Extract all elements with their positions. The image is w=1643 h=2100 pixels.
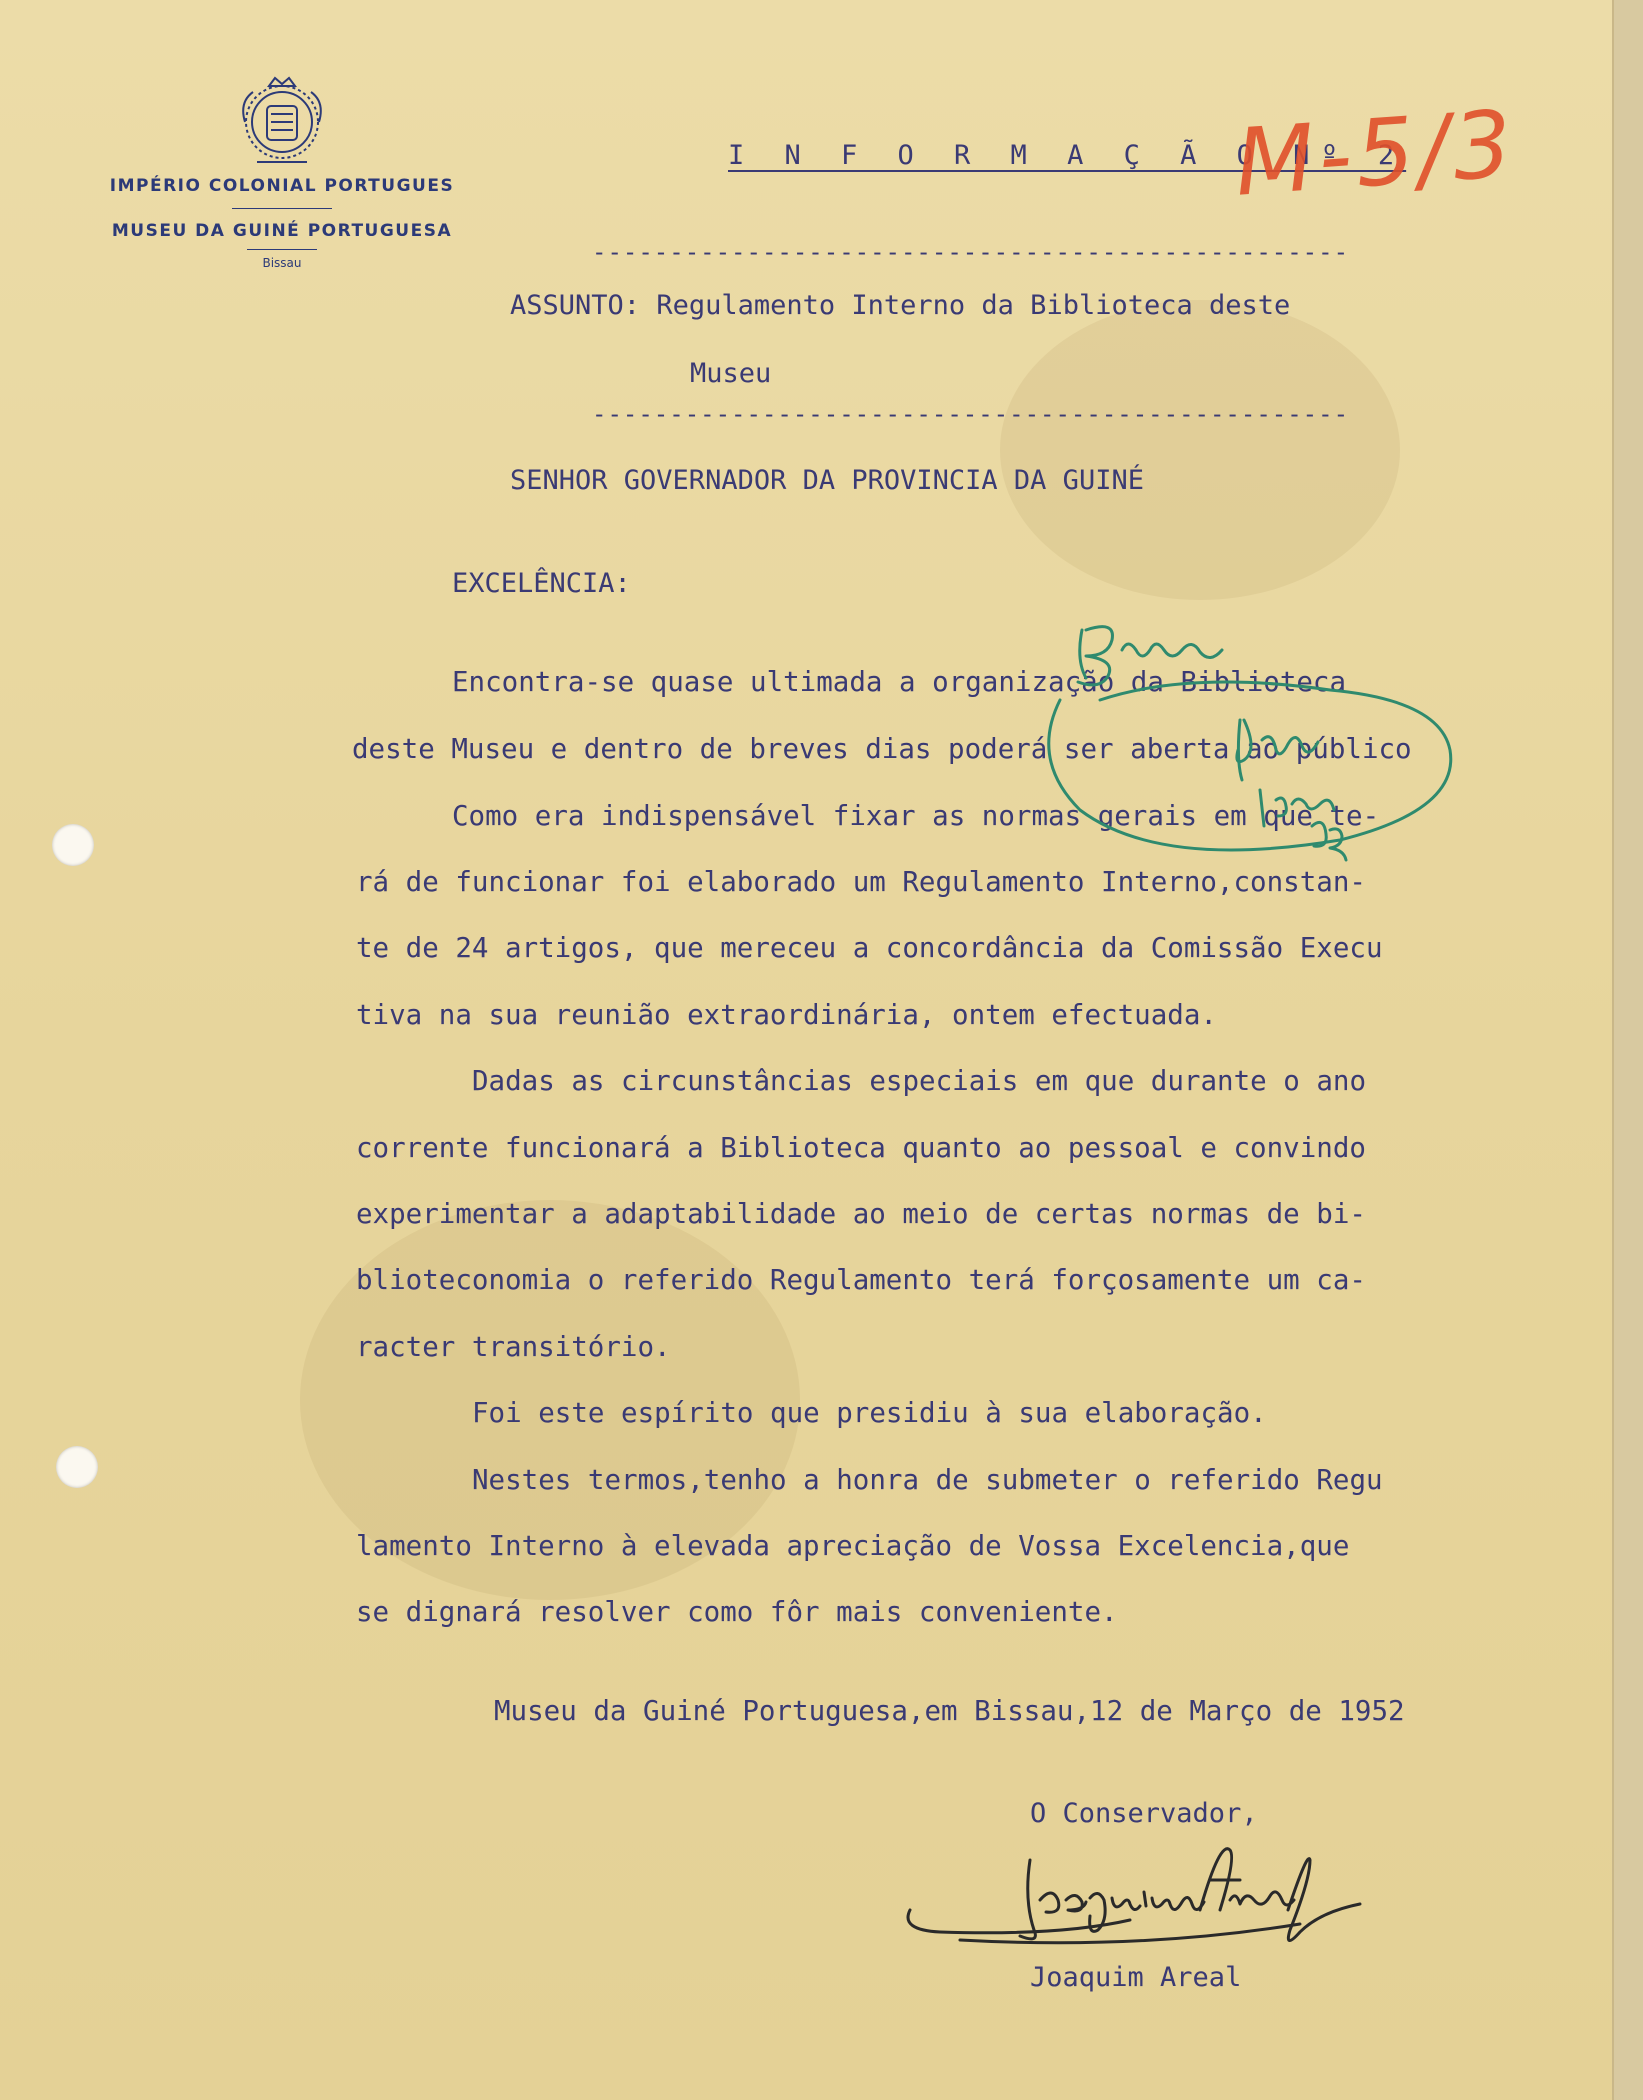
body-line: racter transitório. — [356, 1331, 671, 1363]
letterhead-city: Bissau — [262, 256, 302, 270]
body-line: deste Museu e dentro de breves dias poderá ser aberta ao público — [352, 733, 1412, 765]
subject-line — [510, 290, 1290, 321]
subject-line-2: Museu — [690, 358, 772, 389]
body-line: Foi este espírito que presidiu à sua elaboração. — [472, 1397, 1267, 1429]
punch-hole-bottom — [56, 1446, 98, 1488]
letterhead-empire: IMPÉRIO COLONIAL PORTUGUES — [109, 176, 455, 196]
body-line: corrente funcionará a Biblioteca quanto ao pessoal e convindo — [356, 1132, 1366, 1164]
archive-reference — [1231, 80, 1535, 220]
body-line: Encontra-se quase ultimada a organização da Biblioteca — [452, 666, 1347, 698]
addressee: SENHOR GOVERNADOR DA PROVINCIA DA GUINÉ — [510, 465, 1144, 496]
signatory-name: Joaquim Areal — [1030, 1962, 1242, 1993]
body-line: lamento Interno à elevada apreciação de Vossa Excelencia,que — [356, 1530, 1350, 1562]
body-line: Dadas as circunstâncias especiais em que durante o ano — [472, 1065, 1367, 1097]
document-title: I N F O R M A Ç Ã O Nº 2 — [728, 140, 1407, 171]
separator-top: ------------------------------------------------- — [592, 238, 1350, 266]
approval-annotation — [1030, 590, 1510, 870]
subject-label: ASSUNTO: — [510, 290, 641, 321]
body-line: blioteconomia o referido Regulamento terá forçosamente um ca- — [356, 1264, 1366, 1296]
letterhead — [62, 70, 502, 270]
handwritten-signature — [900, 1840, 1460, 1960]
letterhead-divider-2 — [247, 249, 317, 250]
body-line: experimentar a adaptabilidade ao meio de certas normas de bi- — [356, 1198, 1366, 1230]
coat-of-arms-icon — [227, 70, 337, 170]
body-line: Nestes termos,tenho a honra de submeter o referido Regu — [472, 1464, 1383, 1496]
archive-reference-text: M-5/3 — [1231, 90, 1520, 217]
date-line: Museu da Guiné Portuguesa,em Bissau,12 de Março de 1952 — [494, 1695, 1405, 1727]
body-line: tiva na sua reunião extraordinária, ontem efectuada. — [356, 999, 1217, 1031]
body-line: te de 24 artigos, que mereceu a concordância da Comissão Execu — [356, 932, 1383, 964]
body-line: rá de funcionar foi elaborado um Regulamento Interno,constan- — [356, 866, 1366, 898]
subject-text: Regulamento Interno da Biblioteca deste — [656, 290, 1291, 321]
separator-bottom: ------------------------------------------------- — [592, 400, 1350, 428]
letterhead-museum: MUSEU DA GUINÉ PORTUGUESA — [111, 221, 453, 241]
closing-title: O Conservador, — [1030, 1798, 1258, 1829]
salutation: EXCELÊNCIA: — [452, 568, 631, 599]
body-line: se dignará resolver como fôr mais conveniente. — [356, 1596, 1118, 1628]
letterhead-divider — [232, 208, 332, 209]
punch-hole-top — [52, 824, 94, 866]
body-line: Como era indispensável fixar as normas gerais em que te- — [452, 800, 1380, 832]
